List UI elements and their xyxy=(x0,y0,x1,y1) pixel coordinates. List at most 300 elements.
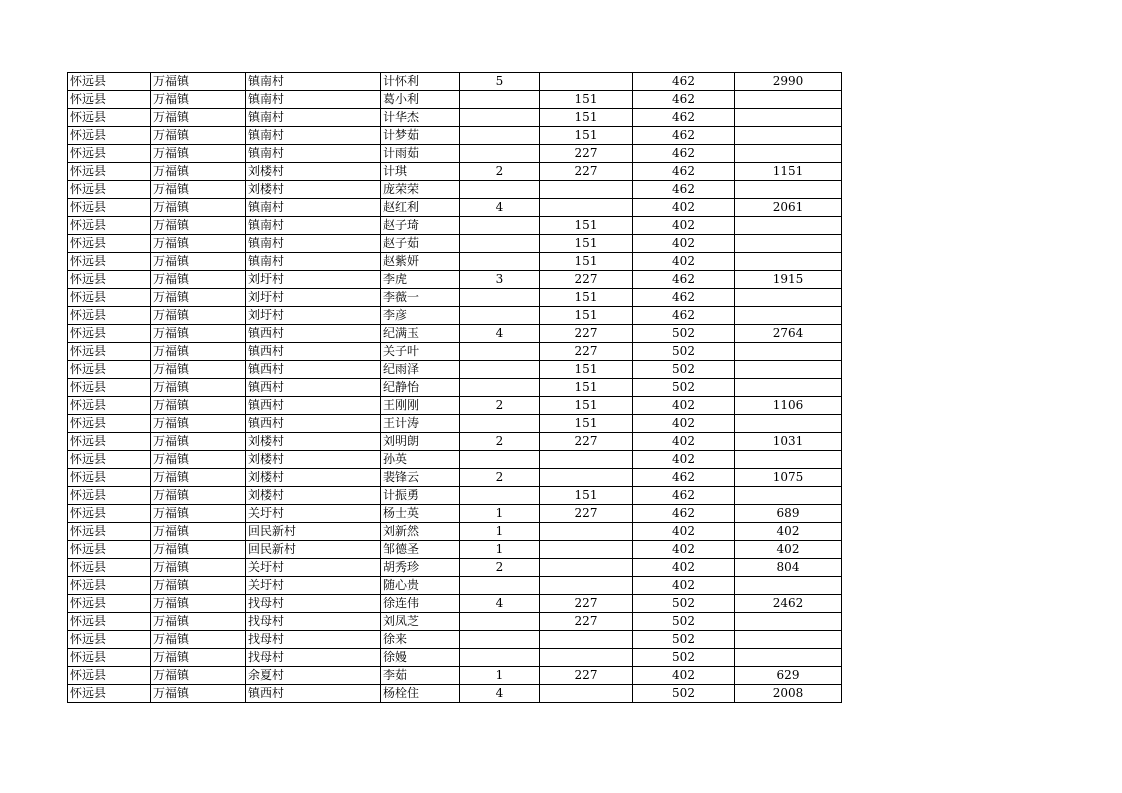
amount-b-cell: 462 xyxy=(633,91,735,109)
county-cell: 怀远县 xyxy=(68,631,151,649)
amount-a-cell: 227 xyxy=(540,145,633,163)
town-cell: 万福镇 xyxy=(151,199,246,217)
table-body xyxy=(68,73,842,703)
household-size-cell xyxy=(460,487,540,505)
amount-b-cell: 402 xyxy=(633,253,735,271)
table-row xyxy=(68,559,842,577)
total-cell: 402 xyxy=(735,541,842,559)
county-cell: 怀远县 xyxy=(68,577,151,595)
total-cell xyxy=(735,217,842,235)
amount-a-cell xyxy=(540,199,633,217)
village-cell: 刘楼村 xyxy=(246,451,381,469)
table-row xyxy=(68,685,842,703)
household-size-cell: 1 xyxy=(460,667,540,685)
table-row xyxy=(68,487,842,505)
amount-a-cell: 151 xyxy=(540,91,633,109)
town-cell: 万福镇 xyxy=(151,487,246,505)
table-row xyxy=(68,181,842,199)
amount-a-cell xyxy=(540,469,633,487)
amount-b-cell: 402 xyxy=(633,541,735,559)
name-cell: 李彦 xyxy=(381,307,460,325)
amount-b-cell: 462 xyxy=(633,487,735,505)
total-cell xyxy=(735,415,842,433)
total-cell xyxy=(735,145,842,163)
total-cell xyxy=(735,361,842,379)
village-cell: 关圩村 xyxy=(246,577,381,595)
name-cell: 胡秀珍 xyxy=(381,559,460,577)
amount-b-cell: 462 xyxy=(633,109,735,127)
household-size-cell: 4 xyxy=(460,595,540,613)
village-cell: 刘圩村 xyxy=(246,289,381,307)
town-cell: 万福镇 xyxy=(151,325,246,343)
household-size-cell xyxy=(460,307,540,325)
household-size-cell xyxy=(460,145,540,163)
amount-a-cell: 151 xyxy=(540,217,633,235)
amount-b-cell: 402 xyxy=(633,217,735,235)
household-size-cell: 2 xyxy=(460,433,540,451)
table-row xyxy=(68,325,842,343)
amount-a-cell xyxy=(540,181,633,199)
table-row xyxy=(68,577,842,595)
village-cell: 镇南村 xyxy=(246,199,381,217)
table-row xyxy=(68,667,842,685)
county-cell: 怀远县 xyxy=(68,73,151,91)
household-size-cell xyxy=(460,613,540,631)
total-cell: 2462 xyxy=(735,595,842,613)
village-cell: 镇西村 xyxy=(246,343,381,361)
table-row xyxy=(68,343,842,361)
amount-b-cell: 462 xyxy=(633,181,735,199)
table-row xyxy=(68,361,842,379)
household-size-cell: 1 xyxy=(460,505,540,523)
town-cell: 万福镇 xyxy=(151,73,246,91)
amount-b-cell: 402 xyxy=(633,199,735,217)
county-cell: 怀远县 xyxy=(68,343,151,361)
household-size-cell xyxy=(460,109,540,127)
amount-a-cell xyxy=(540,577,633,595)
total-cell xyxy=(735,613,842,631)
household-size-cell xyxy=(460,631,540,649)
amount-a-cell: 227 xyxy=(540,595,633,613)
table-row xyxy=(68,415,842,433)
county-cell: 怀远县 xyxy=(68,199,151,217)
table-row xyxy=(68,595,842,613)
amount-a-cell xyxy=(540,649,633,667)
total-cell: 402 xyxy=(735,523,842,541)
amount-a-cell: 227 xyxy=(540,433,633,451)
village-cell: 找母村 xyxy=(246,613,381,631)
village-cell: 镇西村 xyxy=(246,685,381,703)
village-cell: 镇南村 xyxy=(246,235,381,253)
table-row xyxy=(68,469,842,487)
amount-b-cell: 462 xyxy=(633,505,735,523)
table-row xyxy=(68,217,842,235)
town-cell: 万福镇 xyxy=(151,253,246,271)
name-cell: 杨士英 xyxy=(381,505,460,523)
name-cell: 徐来 xyxy=(381,631,460,649)
county-cell: 怀远县 xyxy=(68,595,151,613)
village-cell: 镇西村 xyxy=(246,415,381,433)
total-cell xyxy=(735,127,842,145)
total-cell: 689 xyxy=(735,505,842,523)
total-cell xyxy=(735,649,842,667)
household-size-cell xyxy=(460,343,540,361)
county-cell: 怀远县 xyxy=(68,613,151,631)
county-cell: 怀远县 xyxy=(68,361,151,379)
amount-b-cell: 402 xyxy=(633,523,735,541)
name-cell: 刘凤芝 xyxy=(381,613,460,631)
amount-a-cell: 151 xyxy=(540,235,633,253)
town-cell: 万福镇 xyxy=(151,127,246,145)
total-cell: 2990 xyxy=(735,73,842,91)
amount-a-cell xyxy=(540,451,633,469)
amount-b-cell: 402 xyxy=(633,667,735,685)
name-cell: 徐连伟 xyxy=(381,595,460,613)
village-cell: 余夏村 xyxy=(246,667,381,685)
table-row xyxy=(68,289,842,307)
town-cell: 万福镇 xyxy=(151,541,246,559)
total-cell xyxy=(735,253,842,271)
amount-a-cell: 151 xyxy=(540,361,633,379)
name-cell: 李虎 xyxy=(381,271,460,289)
village-cell: 回民新村 xyxy=(246,541,381,559)
total-cell xyxy=(735,235,842,253)
table-row xyxy=(68,433,842,451)
table-row xyxy=(68,73,842,91)
total-cell: 1151 xyxy=(735,163,842,181)
amount-b-cell: 402 xyxy=(633,415,735,433)
village-cell: 刘楼村 xyxy=(246,487,381,505)
town-cell: 万福镇 xyxy=(151,559,246,577)
amount-a-cell: 227 xyxy=(540,667,633,685)
name-cell: 纪静怡 xyxy=(381,379,460,397)
village-cell: 刘楼村 xyxy=(246,469,381,487)
amount-b-cell: 462 xyxy=(633,307,735,325)
name-cell: 徐嫚 xyxy=(381,649,460,667)
village-cell: 镇南村 xyxy=(246,73,381,91)
total-cell xyxy=(735,343,842,361)
county-cell: 怀远县 xyxy=(68,145,151,163)
amount-a-cell xyxy=(540,685,633,703)
county-cell: 怀远县 xyxy=(68,235,151,253)
county-cell: 怀远县 xyxy=(68,253,151,271)
amount-a-cell xyxy=(540,631,633,649)
town-cell: 万福镇 xyxy=(151,109,246,127)
amount-b-cell: 502 xyxy=(633,685,735,703)
household-size-cell xyxy=(460,91,540,109)
amount-a-cell xyxy=(540,73,633,91)
county-cell: 怀远县 xyxy=(68,541,151,559)
village-cell: 镇西村 xyxy=(246,361,381,379)
town-cell: 万福镇 xyxy=(151,613,246,631)
town-cell: 万福镇 xyxy=(151,433,246,451)
village-cell: 刘楼村 xyxy=(246,181,381,199)
total-cell xyxy=(735,487,842,505)
household-size-cell: 1 xyxy=(460,523,540,541)
name-cell: 计梦茹 xyxy=(381,127,460,145)
amount-b-cell: 402 xyxy=(633,451,735,469)
name-cell: 王计涛 xyxy=(381,415,460,433)
county-cell: 怀远县 xyxy=(68,469,151,487)
county-cell: 怀远县 xyxy=(68,181,151,199)
table-row xyxy=(68,523,842,541)
amount-b-cell: 502 xyxy=(633,613,735,631)
village-cell: 镇南村 xyxy=(246,217,381,235)
amount-a-cell: 227 xyxy=(540,163,633,181)
amount-b-cell: 502 xyxy=(633,325,735,343)
town-cell: 万福镇 xyxy=(151,523,246,541)
name-cell: 计怀利 xyxy=(381,73,460,91)
household-size-cell: 1 xyxy=(460,541,540,559)
table-row xyxy=(68,199,842,217)
total-cell: 1031 xyxy=(735,433,842,451)
name-cell: 刘明朗 xyxy=(381,433,460,451)
town-cell: 万福镇 xyxy=(151,271,246,289)
name-cell: 李薇一 xyxy=(381,289,460,307)
amount-a-cell: 227 xyxy=(540,325,633,343)
table-row xyxy=(68,163,842,181)
name-cell: 裴锋云 xyxy=(381,469,460,487)
county-cell: 怀远县 xyxy=(68,163,151,181)
household-size-cell: 2 xyxy=(460,469,540,487)
table-row xyxy=(68,127,842,145)
household-size-cell: 4 xyxy=(460,199,540,217)
town-cell: 万福镇 xyxy=(151,145,246,163)
name-cell: 计华杰 xyxy=(381,109,460,127)
household-size-cell xyxy=(460,253,540,271)
town-cell: 万福镇 xyxy=(151,667,246,685)
total-cell: 2061 xyxy=(735,199,842,217)
name-cell: 庞荣荣 xyxy=(381,181,460,199)
county-cell: 怀远县 xyxy=(68,433,151,451)
village-cell: 镇南村 xyxy=(246,91,381,109)
total-cell xyxy=(735,379,842,397)
name-cell: 王刚刚 xyxy=(381,397,460,415)
county-cell: 怀远县 xyxy=(68,271,151,289)
amount-b-cell: 462 xyxy=(633,271,735,289)
village-cell: 镇西村 xyxy=(246,397,381,415)
village-cell: 刘圩村 xyxy=(246,307,381,325)
table-row xyxy=(68,235,842,253)
total-cell xyxy=(735,307,842,325)
household-size-cell xyxy=(460,127,540,145)
household-size-cell xyxy=(460,289,540,307)
table-row xyxy=(68,307,842,325)
name-cell: 赵红利 xyxy=(381,199,460,217)
household-size-cell xyxy=(460,217,540,235)
name-cell: 计振勇 xyxy=(381,487,460,505)
town-cell: 万福镇 xyxy=(151,181,246,199)
name-cell: 赵紫妍 xyxy=(381,253,460,271)
household-size-cell xyxy=(460,577,540,595)
name-cell: 随心贵 xyxy=(381,577,460,595)
name-cell: 孙英 xyxy=(381,451,460,469)
village-cell: 关圩村 xyxy=(246,505,381,523)
amount-b-cell: 502 xyxy=(633,595,735,613)
table-row xyxy=(68,649,842,667)
village-cell: 刘圩村 xyxy=(246,271,381,289)
amount-a-cell xyxy=(540,559,633,577)
total-cell: 1106 xyxy=(735,397,842,415)
county-cell: 怀远县 xyxy=(68,289,151,307)
amount-a-cell xyxy=(540,523,633,541)
amount-a-cell: 227 xyxy=(540,613,633,631)
amount-a-cell: 151 xyxy=(540,307,633,325)
town-cell: 万福镇 xyxy=(151,235,246,253)
village-cell: 找母村 xyxy=(246,595,381,613)
total-cell xyxy=(735,631,842,649)
amount-a-cell xyxy=(540,541,633,559)
amount-b-cell: 462 xyxy=(633,127,735,145)
town-cell: 万福镇 xyxy=(151,361,246,379)
town-cell: 万福镇 xyxy=(151,217,246,235)
village-cell: 找母村 xyxy=(246,649,381,667)
name-cell: 李茹 xyxy=(381,667,460,685)
table-row xyxy=(68,271,842,289)
total-cell xyxy=(735,181,842,199)
town-cell: 万福镇 xyxy=(151,577,246,595)
town-cell: 万福镇 xyxy=(151,343,246,361)
total-cell xyxy=(735,577,842,595)
name-cell: 关子叶 xyxy=(381,343,460,361)
county-cell: 怀远县 xyxy=(68,109,151,127)
amount-b-cell: 402 xyxy=(633,577,735,595)
table-row xyxy=(68,145,842,163)
table-row xyxy=(68,541,842,559)
household-size-cell xyxy=(460,379,540,397)
village-cell: 刘楼村 xyxy=(246,433,381,451)
name-cell: 赵子茹 xyxy=(381,235,460,253)
county-cell: 怀远县 xyxy=(68,649,151,667)
town-cell: 万福镇 xyxy=(151,415,246,433)
town-cell: 万福镇 xyxy=(151,379,246,397)
amount-b-cell: 402 xyxy=(633,397,735,415)
amount-a-cell: 151 xyxy=(540,415,633,433)
village-cell: 镇西村 xyxy=(246,325,381,343)
household-size-cell: 2 xyxy=(460,559,540,577)
amount-b-cell: 402 xyxy=(633,235,735,253)
total-cell: 2764 xyxy=(735,325,842,343)
town-cell: 万福镇 xyxy=(151,505,246,523)
total-cell xyxy=(735,91,842,109)
amount-b-cell: 462 xyxy=(633,73,735,91)
county-cell: 怀远县 xyxy=(68,415,151,433)
household-size-cell xyxy=(460,181,540,199)
amount-b-cell: 462 xyxy=(633,469,735,487)
amount-a-cell: 151 xyxy=(540,289,633,307)
table-row xyxy=(68,253,842,271)
total-cell: 1075 xyxy=(735,469,842,487)
amount-a-cell: 151 xyxy=(540,379,633,397)
village-cell: 回民新村 xyxy=(246,523,381,541)
name-cell: 邹德圣 xyxy=(381,541,460,559)
county-cell: 怀远县 xyxy=(68,127,151,145)
county-cell: 怀远县 xyxy=(68,667,151,685)
village-cell: 找母村 xyxy=(246,631,381,649)
amount-a-cell: 151 xyxy=(540,253,633,271)
household-size-cell xyxy=(460,415,540,433)
amount-b-cell: 402 xyxy=(633,559,735,577)
household-size-cell: 2 xyxy=(460,163,540,181)
village-cell: 关圩村 xyxy=(246,559,381,577)
table-row xyxy=(68,505,842,523)
amount-a-cell: 227 xyxy=(540,271,633,289)
table-row xyxy=(68,451,842,469)
name-cell: 杨栓住 xyxy=(381,685,460,703)
county-cell: 怀远县 xyxy=(68,505,151,523)
household-size-cell: 4 xyxy=(460,325,540,343)
county-cell: 怀远县 xyxy=(68,397,151,415)
amount-a-cell: 151 xyxy=(540,109,633,127)
county-cell: 怀远县 xyxy=(68,523,151,541)
name-cell: 葛小利 xyxy=(381,91,460,109)
household-size-cell: 5 xyxy=(460,73,540,91)
amount-b-cell: 402 xyxy=(633,433,735,451)
amount-b-cell: 502 xyxy=(633,343,735,361)
total-cell xyxy=(735,289,842,307)
name-cell: 计雨茹 xyxy=(381,145,460,163)
household-size-cell: 3 xyxy=(460,271,540,289)
table-row xyxy=(68,631,842,649)
amount-b-cell: 502 xyxy=(633,649,735,667)
county-cell: 怀远县 xyxy=(68,307,151,325)
amount-a-cell: 151 xyxy=(540,397,633,415)
table-row xyxy=(68,613,842,631)
village-cell: 镇南村 xyxy=(246,127,381,145)
county-cell: 怀远县 xyxy=(68,379,151,397)
total-cell xyxy=(735,451,842,469)
county-cell: 怀远县 xyxy=(68,451,151,469)
county-cell: 怀远县 xyxy=(68,559,151,577)
town-cell: 万福镇 xyxy=(151,649,246,667)
amount-b-cell: 462 xyxy=(633,145,735,163)
amount-a-cell: 227 xyxy=(540,505,633,523)
amount-a-cell: 151 xyxy=(540,487,633,505)
total-cell: 2008 xyxy=(735,685,842,703)
village-cell: 刘楼村 xyxy=(246,163,381,181)
village-cell: 镇南村 xyxy=(246,109,381,127)
town-cell: 万福镇 xyxy=(151,451,246,469)
town-cell: 万福镇 xyxy=(151,163,246,181)
amount-b-cell: 462 xyxy=(633,163,735,181)
name-cell: 刘新然 xyxy=(381,523,460,541)
town-cell: 万福镇 xyxy=(151,595,246,613)
total-cell: 1915 xyxy=(735,271,842,289)
household-size-cell xyxy=(460,649,540,667)
total-cell: 629 xyxy=(735,667,842,685)
household-size-cell: 4 xyxy=(460,685,540,703)
county-cell: 怀远县 xyxy=(68,685,151,703)
name-cell: 纪雨泽 xyxy=(381,361,460,379)
total-cell: 804 xyxy=(735,559,842,577)
village-cell: 镇南村 xyxy=(246,253,381,271)
town-cell: 万福镇 xyxy=(151,91,246,109)
village-cell: 镇西村 xyxy=(246,379,381,397)
household-size-cell xyxy=(460,451,540,469)
name-cell: 赵子琦 xyxy=(381,217,460,235)
town-cell: 万福镇 xyxy=(151,397,246,415)
total-cell xyxy=(735,109,842,127)
amount-b-cell: 502 xyxy=(633,361,735,379)
amount-b-cell: 502 xyxy=(633,631,735,649)
town-cell: 万福镇 xyxy=(151,685,246,703)
amount-b-cell: 462 xyxy=(633,289,735,307)
town-cell: 万福镇 xyxy=(151,289,246,307)
table-row xyxy=(68,109,842,127)
table-row xyxy=(68,397,842,415)
village-cell: 镇南村 xyxy=(246,145,381,163)
amount-a-cell: 151 xyxy=(540,127,633,145)
